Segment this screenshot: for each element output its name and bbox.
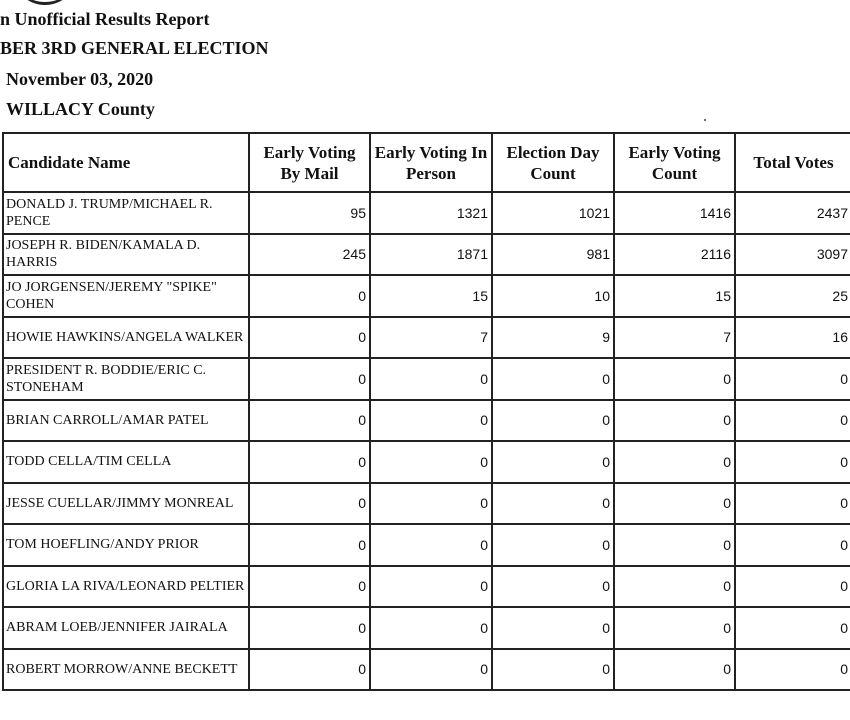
early-voting-count-cell: 7	[614, 317, 735, 359]
results-table-body	[3, 192, 850, 690]
early-voting-by-mail-cell: 0	[249, 607, 370, 649]
total-votes-cell: 0	[735, 400, 850, 442]
early-voting-by-mail-cell: 0	[249, 566, 370, 608]
total-votes-cell: 2437	[735, 192, 850, 234]
total-votes-cell: 16	[735, 317, 850, 359]
results-table	[2, 132, 850, 691]
total-votes-cell: 0	[735, 524, 850, 566]
table-row	[3, 317, 850, 359]
early-voting-by-mail-cell: 0	[249, 358, 370, 400]
early-voting-count-cell: 0	[614, 524, 735, 566]
table-row	[3, 566, 850, 608]
early-voting-count-cell: 15	[614, 275, 735, 317]
election-day-count-cell: 1021	[492, 192, 614, 234]
table-row	[3, 441, 850, 483]
early-voting-by-mail-cell: 0	[249, 275, 370, 317]
early-voting-in-person-cell: 0	[370, 566, 492, 608]
early-voting-by-mail-cell: 0	[249, 524, 370, 566]
total-votes-cell: 3097	[735, 234, 850, 276]
early-voting-in-person-cell: 0	[370, 649, 492, 691]
candidate-name-cell: ROBERT MORROW/ANNE BECKETT	[3, 649, 249, 691]
early-voting-by-mail-cell: 0	[249, 441, 370, 483]
candidate-name-cell: TODD CELLA/TIM CELLA	[3, 441, 249, 483]
total-votes-cell: 25	[735, 275, 850, 317]
early-voting-by-mail-cell: 0	[249, 400, 370, 442]
table-row	[3, 483, 850, 525]
candidate-name-cell: ABRAM LOEB/JENNIFER JAIRALA	[3, 607, 249, 649]
column-header-early-voting-in-person: Early Voting In Person	[370, 133, 492, 192]
column-header-candidate-name: Candidate Name	[3, 133, 249, 192]
election-day-count-cell: 0	[492, 524, 614, 566]
candidate-name-cell: DONALD J. TRUMP/MICHAEL R. PENCE	[3, 192, 249, 234]
county-name: WILLACY County	[6, 99, 155, 119]
early-voting-in-person-cell: 15	[370, 275, 492, 317]
early-voting-in-person-cell: 0	[370, 607, 492, 649]
early-voting-by-mail-cell: 0	[249, 317, 370, 359]
election-name: BER 3RD GENERAL ELECTION	[0, 38, 269, 58]
election-day-count-cell: 981	[492, 234, 614, 276]
column-header-early-voting-count: Early Voting Count	[614, 133, 735, 192]
election-day-count-cell: 0	[492, 441, 614, 483]
early-voting-in-person-cell: 7	[370, 317, 492, 359]
early-voting-count-cell: 0	[614, 566, 735, 608]
total-votes-cell: 0	[735, 649, 850, 691]
table-header-row	[3, 133, 850, 192]
early-voting-in-person-cell: 1321	[370, 192, 492, 234]
candidate-name-cell: GLORIA LA RIVA/LEONARD PELTIER	[3, 566, 249, 608]
early-voting-count-cell: 0	[614, 607, 735, 649]
report-title: n Unofficial Results Report	[0, 9, 210, 29]
candidate-name-cell: TOM HOEFLING/ANDY PRIOR	[3, 524, 249, 566]
table-row	[3, 607, 850, 649]
seal-logo-fragment	[12, 0, 78, 5]
table-row	[3, 524, 850, 566]
early-voting-count-cell: 0	[614, 441, 735, 483]
election-day-count-cell: 0	[492, 358, 614, 400]
early-voting-by-mail-cell: 0	[249, 483, 370, 525]
total-votes-cell: 0	[735, 483, 850, 525]
table-row	[3, 275, 850, 317]
table-row	[3, 649, 850, 691]
election-day-count-cell: 10	[492, 275, 614, 317]
early-voting-count-cell: 0	[614, 358, 735, 400]
column-header-total-votes: Total Votes	[735, 133, 850, 192]
election-day-count-cell: 0	[492, 483, 614, 525]
early-voting-count-cell: 0	[614, 649, 735, 691]
early-voting-by-mail-cell: 0	[249, 649, 370, 691]
election-day-count-cell: 0	[492, 649, 614, 691]
election-day-count-cell: 0	[492, 607, 614, 649]
election-day-count-cell: 0	[492, 400, 614, 442]
column-header-election-day-count: Election Day Count	[492, 133, 614, 192]
election-day-count-cell: 9	[492, 317, 614, 359]
table-row	[3, 400, 850, 442]
early-voting-count-cell: 2116	[614, 234, 735, 276]
candidate-name-cell: JOSEPH R. BIDEN/KAMALA D. HARRIS	[3, 234, 249, 276]
early-voting-by-mail-cell: 95	[249, 192, 370, 234]
candidate-name-cell: BRIAN CARROLL/AMAR PATEL	[3, 400, 249, 442]
total-votes-cell: 0	[735, 566, 850, 608]
table-row	[3, 192, 850, 234]
early-voting-in-person-cell: 1871	[370, 234, 492, 276]
election-day-count-cell: 0	[492, 566, 614, 608]
early-voting-in-person-cell: 0	[370, 358, 492, 400]
early-voting-in-person-cell: 0	[370, 441, 492, 483]
candidate-name-cell: JESSE CUELLAR/JIMMY MONREAL	[3, 483, 249, 525]
early-voting-in-person-cell: 0	[370, 483, 492, 525]
early-voting-in-person-cell: 0	[370, 400, 492, 442]
early-voting-count-cell: 0	[614, 400, 735, 442]
candidate-name-cell: HOWIE HAWKINS/ANGELA WALKER	[3, 317, 249, 359]
election-date: November 03, 2020	[6, 69, 154, 89]
candidate-name-cell: PRESIDENT R. BODDIE/ERIC C. STONEHAM	[3, 358, 249, 400]
total-votes-cell: 0	[735, 441, 850, 483]
early-voting-in-person-cell: 0	[370, 524, 492, 566]
total-votes-cell: 0	[735, 358, 850, 400]
candidate-name-cell: JO JORGENSEN/JEREMY "SPIKE" COHEN	[3, 275, 249, 317]
total-votes-cell: 0	[735, 607, 850, 649]
column-header-early-voting-by-mail: Early Voting By Mail	[249, 133, 370, 192]
table-row	[3, 234, 850, 276]
table-row	[3, 358, 850, 400]
scan-speck	[704, 119, 706, 121]
early-voting-count-cell: 1416	[614, 192, 735, 234]
early-voting-by-mail-cell: 245	[249, 234, 370, 276]
early-voting-count-cell: 0	[614, 483, 735, 525]
